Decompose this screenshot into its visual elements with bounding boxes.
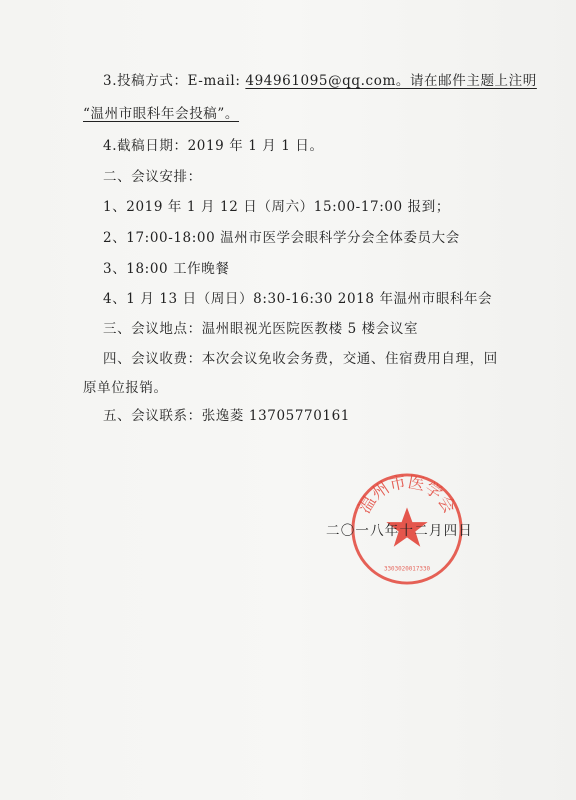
fees-line-continued: 原单位报销。 xyxy=(83,380,168,396)
seal-text: 温州市医学会 xyxy=(353,471,461,517)
contact-line: 五、会议联系：张逸菱 13705770161 xyxy=(103,408,350,424)
schedule-heading: 二、会议安排： xyxy=(103,169,202,185)
seal-serial: 3303020017330 xyxy=(383,566,431,573)
document-date: 二〇一八年十二月四日 xyxy=(326,523,473,539)
deadline-line: 4.截稿日期：2019 年 1 月 1 日。 xyxy=(103,138,324,154)
submission-subject-line: “温州市眼科年会投稿”。 xyxy=(83,106,240,122)
schedule-item-1: 1、2019 年 1 月 12 日（周六）15:00-17:00 报到； xyxy=(103,199,450,215)
submission-method-line xyxy=(103,72,537,90)
schedule-item-2: 2、17:00-18:00 温州市医学会眼科学分会全体委员大会 xyxy=(103,230,460,246)
submission-method-label: 3.投稿方式：E-mail: xyxy=(103,73,246,89)
venue-line: 三、会议地点：温州眼视光医院医教楼 5 楼会议室 xyxy=(103,321,419,337)
submission-method-note: 。请在邮件主题上注明 xyxy=(395,73,537,89)
schedule-item-3: 3、18:00 工作晚餐 xyxy=(103,261,230,277)
schedule-item-4: 4、1 月 13 日（周日）8:30-16:30 2018 年温州市眼科年会 xyxy=(103,291,493,307)
fees-line: 四、会议收费：本次会议免收会务费，交通、住宿费用自理，回 xyxy=(103,351,498,367)
submission-email-link[interactable]: 494961095@qq.com xyxy=(245,73,396,89)
